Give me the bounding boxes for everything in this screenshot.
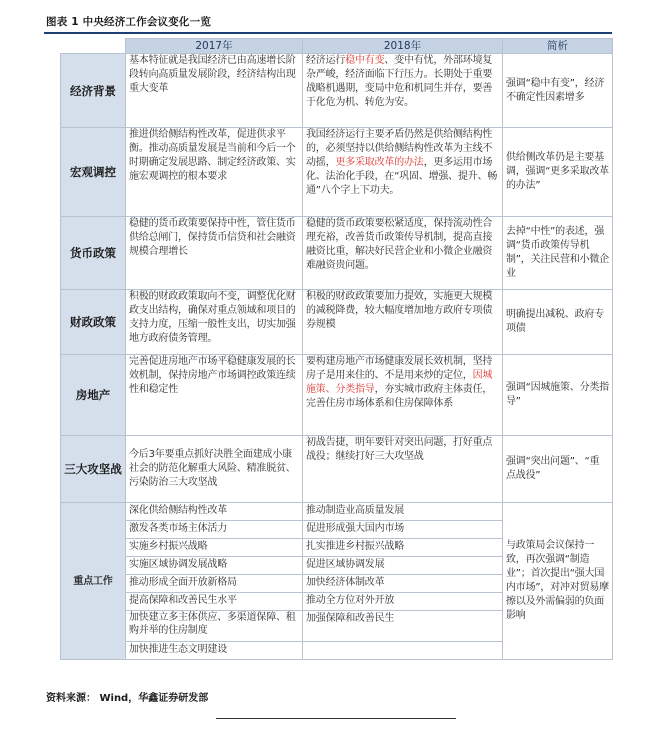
key-work-2017-item: 深化供给侧结构性改革 xyxy=(126,503,303,521)
cell-text: 基本特征就是我国经济已由高速增长阶段转向高质量发展阶段，经济结构出现重大变革 xyxy=(129,55,296,94)
table-row xyxy=(61,436,613,503)
cell-text: 稳健的货币政策要保持中性，管住货币供给总闸门，保持货币信贷和社会融资规模合理增长 xyxy=(129,218,296,257)
table-row xyxy=(61,355,613,436)
cell-text: 要构建房地产市场健康发展长效机制，坚持房子是用来住的、不是用来炒的定位， xyxy=(306,356,493,381)
key-work-2018-item: 促进区域协调发展 xyxy=(303,557,503,575)
key-work-2017-item: 提高保障和改善民生水平 xyxy=(126,593,303,611)
fiscal-policy-analysis: 明确提出减税、政府专项债 xyxy=(503,290,613,355)
cell-text: 我国经济运行主要矛盾仍然是供给侧结构性的，必须坚持以供给侧结构性改革为主线不动摇， xyxy=(306,129,493,168)
key-work-2018-item: 促进形成强大国内市场 xyxy=(303,521,503,539)
three-battles-analysis: 强调“突出问题”、“重点战役” xyxy=(503,436,613,503)
row-label-economy-background: 经济背景 xyxy=(61,54,126,128)
row-label-monetary-policy: 货币政策 xyxy=(61,217,126,290)
cell-text: 因城施策、分类指导 xyxy=(306,370,493,395)
row-label-macro-control: 宏观调控 xyxy=(61,128,126,217)
cell-text: 初战告捷，明年要针对突出问题，打好重点战役；继续打好三大攻坚战 xyxy=(306,437,493,462)
real-estate-y2017 xyxy=(126,355,303,436)
key-work-2018-item: 加强保障和改善民生 xyxy=(303,611,503,642)
cell-text: 推进供给侧结构性改革，促进供求平衡。推动高质量发展是当前和今后一个时期确定发展思路、制定经济政策、实施宏观调控的根本要求 xyxy=(129,129,296,182)
cell-text: ，夯实城市政府主体责任，完善住房市场体系和住房保障体系 xyxy=(306,384,493,409)
table-row xyxy=(61,290,613,355)
key-work-2017-item: 加快建立多主体供应、多渠道保障、租购并举的住房制度 xyxy=(126,611,303,642)
key-work-2017-item: 加快推进生态文明建设 xyxy=(126,642,303,660)
cell-text: 积极的财政政策要加力提效，实施更大规模的减税降费，较大幅度增加地方政府专项债券规模 xyxy=(306,291,493,330)
cell-text: 今后3年要重点抓好决胜全面建成小康社会的防范化解重大风险、精准脱贫、污染防治三大攻坚战 xyxy=(129,449,296,488)
key-work-2018-item: 推动制造业高质量发展 xyxy=(303,503,503,521)
source-note: 资料来源： Wind，华鑫证券研发部 xyxy=(46,693,209,704)
table-row xyxy=(61,54,613,128)
cell-text: 、变中有忧，外部环境复杂严峻，经济面临下行压力。长期处于重要战略机遇期，变局中危和机同生并存，要善于化危为机、转危为安。 xyxy=(306,55,493,108)
table-row xyxy=(61,217,613,290)
cell-text: ，更多运用市场化、法治化手段，在“巩固、增强、提升、畅通”八个字上下功夫。 xyxy=(306,157,498,196)
page-title: 图表 1 中央经济工作会议变化一览 xyxy=(46,16,212,28)
cell-text: 经济运行 xyxy=(306,55,346,66)
title-rule xyxy=(44,32,612,34)
cell-text: 稳中有变 xyxy=(345,55,385,66)
row-label-real-estate: 房地产 xyxy=(61,355,126,436)
key-work-2017-item: 推动形成全面开放新格局 xyxy=(126,575,303,593)
economy-background-y2017 xyxy=(126,54,303,128)
monetary-policy-y2018 xyxy=(303,217,503,290)
economy-background-analysis: 强调“稳中有变”，经济不确定性因素增多 xyxy=(503,54,613,128)
cell-text: 更多采取改革的办法 xyxy=(335,157,424,168)
key-work-analysis: 与政策局会议保持一致，再次强调“制造业”；首次提出“强大国内市场”，对冲对贸易摩擦以及外需偏弱的负面影响 xyxy=(503,503,613,660)
row-label-fiscal-policy: 财政政策 xyxy=(61,290,126,355)
monetary-policy-analysis: 去掉“中性”的表述，强调“货币政策传导机制”，关注民营和小微企业 xyxy=(503,217,613,290)
header-blank xyxy=(61,39,126,54)
fiscal-policy-y2017 xyxy=(126,290,303,355)
monetary-policy-y2017 xyxy=(126,217,303,290)
key-work-row xyxy=(61,503,613,521)
fiscal-policy-y2018 xyxy=(303,290,503,355)
table-row xyxy=(61,128,613,217)
economy-background-y2018 xyxy=(303,54,503,128)
cell-text: 积极的财政政策取向不变，调整优化财政支出结构，确保对重点领域和项目的支持力度，压缩一般性支出，切实加强地方政府债务管理。 xyxy=(129,291,296,344)
key-work-2017-item: 实施区域协调发展战略 xyxy=(126,557,303,575)
cell-text: 稳健的货币政策要松紧适度，保持流动性合理充裕，改善货币政策传导机制，提高直接融资比重，解决好民营企业和小微企业融资难融资贵问题。 xyxy=(306,218,493,271)
header-2018: 2018年 xyxy=(303,39,503,54)
key-work-2018-item xyxy=(303,642,503,660)
three-battles-y2018 xyxy=(303,436,503,503)
key-work-2018-item: 推动全方位对外开放 xyxy=(303,593,503,611)
header-analysis: 简析 xyxy=(503,39,613,54)
macro-control-analysis: 供给侧改革仍是主要基调，强调“更多采取改革的办法” xyxy=(503,128,613,217)
header-2017: 2017年 xyxy=(126,39,303,54)
header-row xyxy=(61,39,613,54)
bottom-rule xyxy=(216,718,456,719)
key-work-2018-item: 加快经济体制改革 xyxy=(303,575,503,593)
three-battles-y2017 xyxy=(126,436,303,503)
key-work-2017-item: 激发各类市场主体活力 xyxy=(126,521,303,539)
key-work-2018-item: 扎实推进乡村振兴战略 xyxy=(303,539,503,557)
row-label-key-work: 重点工作 xyxy=(61,503,126,660)
macro-control-y2018 xyxy=(303,128,503,217)
row-label-three-battles: 三大攻坚战 xyxy=(61,436,126,503)
comparison-table xyxy=(60,38,613,660)
cell-text: 完善促进房地产市场平稳健康发展的长效机制，保持房地产市场调控政策连续性和稳定性 xyxy=(129,356,296,395)
real-estate-y2018 xyxy=(303,355,503,436)
macro-control-y2017 xyxy=(126,128,303,217)
real-estate-analysis: 强调“因城施策、分类指导” xyxy=(503,355,613,436)
key-work-2017-item: 实施乡村振兴战略 xyxy=(126,539,303,557)
